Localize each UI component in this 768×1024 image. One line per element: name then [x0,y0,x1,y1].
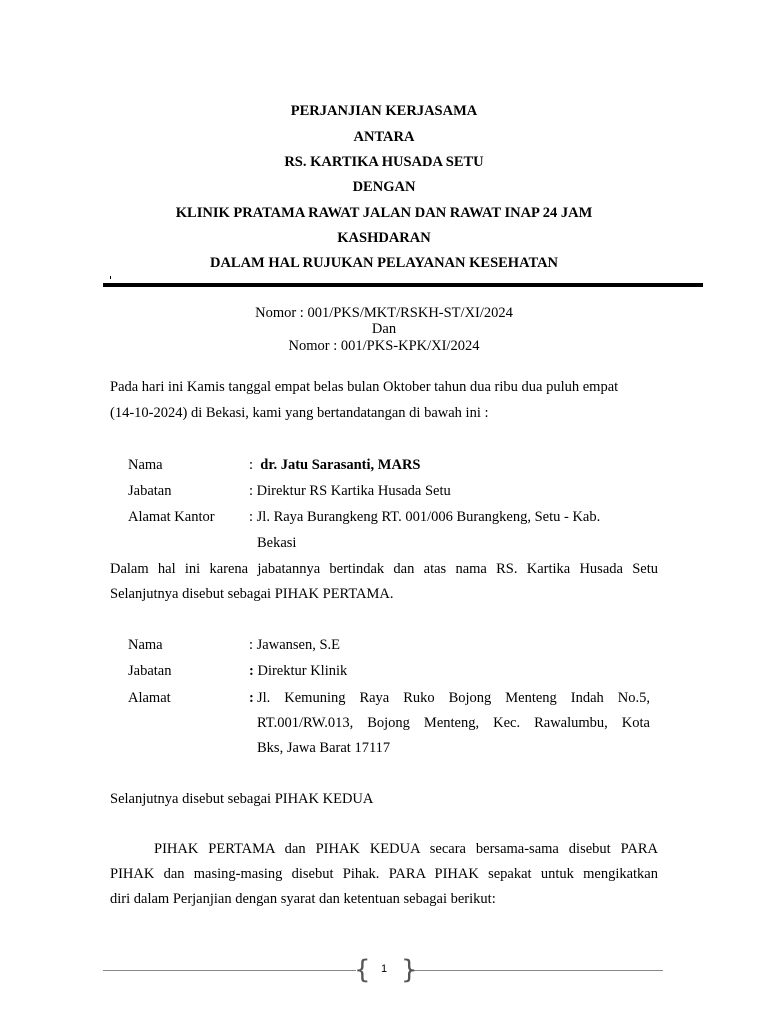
party-two-position-colon: : [249,663,254,679]
party-two-position-label: Jabatan [128,663,172,679]
title-line-2: ANTARA [353,129,415,145]
document-number-conjunction: Dan [371,321,397,337]
title-line-6: KASHDARAN [337,230,431,246]
party-one-address-line-2: Bekasi [257,535,297,551]
footer-line-right [409,970,663,971]
party-one-statement-line-1: Dalam hal ini karena jabatannya bertindak dan atas nama RS. Kartika Husada Setu [110,561,658,577]
document-number-first: Nomor : 001/PKS/MKT/RSKH-ST/XI/2024 [255,305,513,321]
party-two-position-field [249,658,659,684]
party-two-position-value: Direktur Klinik [257,663,348,679]
footer-right-brace-icon: } [401,955,418,985]
footer-left-brace-icon: { [354,955,371,985]
agreement-line-2: PIHAK dan masing-masing disebut Pihak. PARA PIHAK sepakat untuk mengikatkan [110,866,658,882]
party-two-address-line-2: RT.001/RW.013, Bojong Menteng, Kec. Rawalumbu, Kota [257,715,650,731]
rule-mark [110,276,111,279]
opening-line-2: (14-10-2024) di Bekasi, kami yang bertandatangan di bawah ini : [110,405,489,421]
party-two-name-value: : Jawansen, S.E [249,637,341,653]
party-one-name-colon: : [249,457,254,473]
opening-line-1: Pada hari ini Kamis tanggal empat belas bulan Oktober tahun dua ribu dua puluh empat [110,379,619,395]
party-one-address-line-1: : Jl. Raya Burangkeng RT. 001/006 Burangkeng, Setu - Kab. [249,509,601,525]
document-number-second: Nomor : 001/PKS-KPK/XI/2024 [288,338,480,354]
title-divider [103,283,703,287]
party-one-statement-line-2: Selanjutnya disebut sebagai PIHAK PERTAMA. [110,586,394,602]
footer-line-left [103,970,356,971]
title-line-4: DENGAN [352,179,416,195]
title-line-1: PERJANJIAN KERJASAMA [290,103,478,119]
party-two-address-field [249,685,650,711]
party-one-position-label: Jabatan [128,483,172,499]
party-one-address-label: Alamat Kantor [128,509,215,525]
agreement-line-3: diri dalam Perjanjian dengan syarat dan ketentuan sebagai berikut: [110,891,496,907]
title-line-5: KLINIK PRATAMA RAWAT JALAN DAN RAWAT INAP 24 JAM [175,205,593,221]
party-two-address-label: Alamat [128,690,171,706]
party-one-name-label: Nama [128,457,163,473]
party-two-address-line-3: Bks, Jawa Barat 17117 [257,740,391,756]
party-one-name-value: dr. Jatu Sarasanti, MARS [260,457,421,473]
title-line-3: RS. KARTIKA HUSADA SETU [284,154,484,170]
title-line-7: DALAM HAL RUJUKAN PELAYANAN KESEHATAN [209,255,559,271]
party-one-position-value: : Direktur RS Kartika Husada Setu [249,483,451,499]
page-number: 1 [380,963,388,975]
party-two-address-colon: : [249,690,254,706]
agreement-line-1: PIHAK PERTAMA dan PIHAK KEDUA secara bersama-sama disebut PARA [154,841,658,857]
party-two-name-label: Nama [128,637,163,653]
party-two-address-line-1: Jl. Kemuning Raya Ruko Bojong Menteng Indah No.5, [257,690,650,706]
party-two-statement: Selanjutnya disebut sebagai PIHAK KEDUA [110,791,374,807]
party-one-name-field [249,452,659,478]
